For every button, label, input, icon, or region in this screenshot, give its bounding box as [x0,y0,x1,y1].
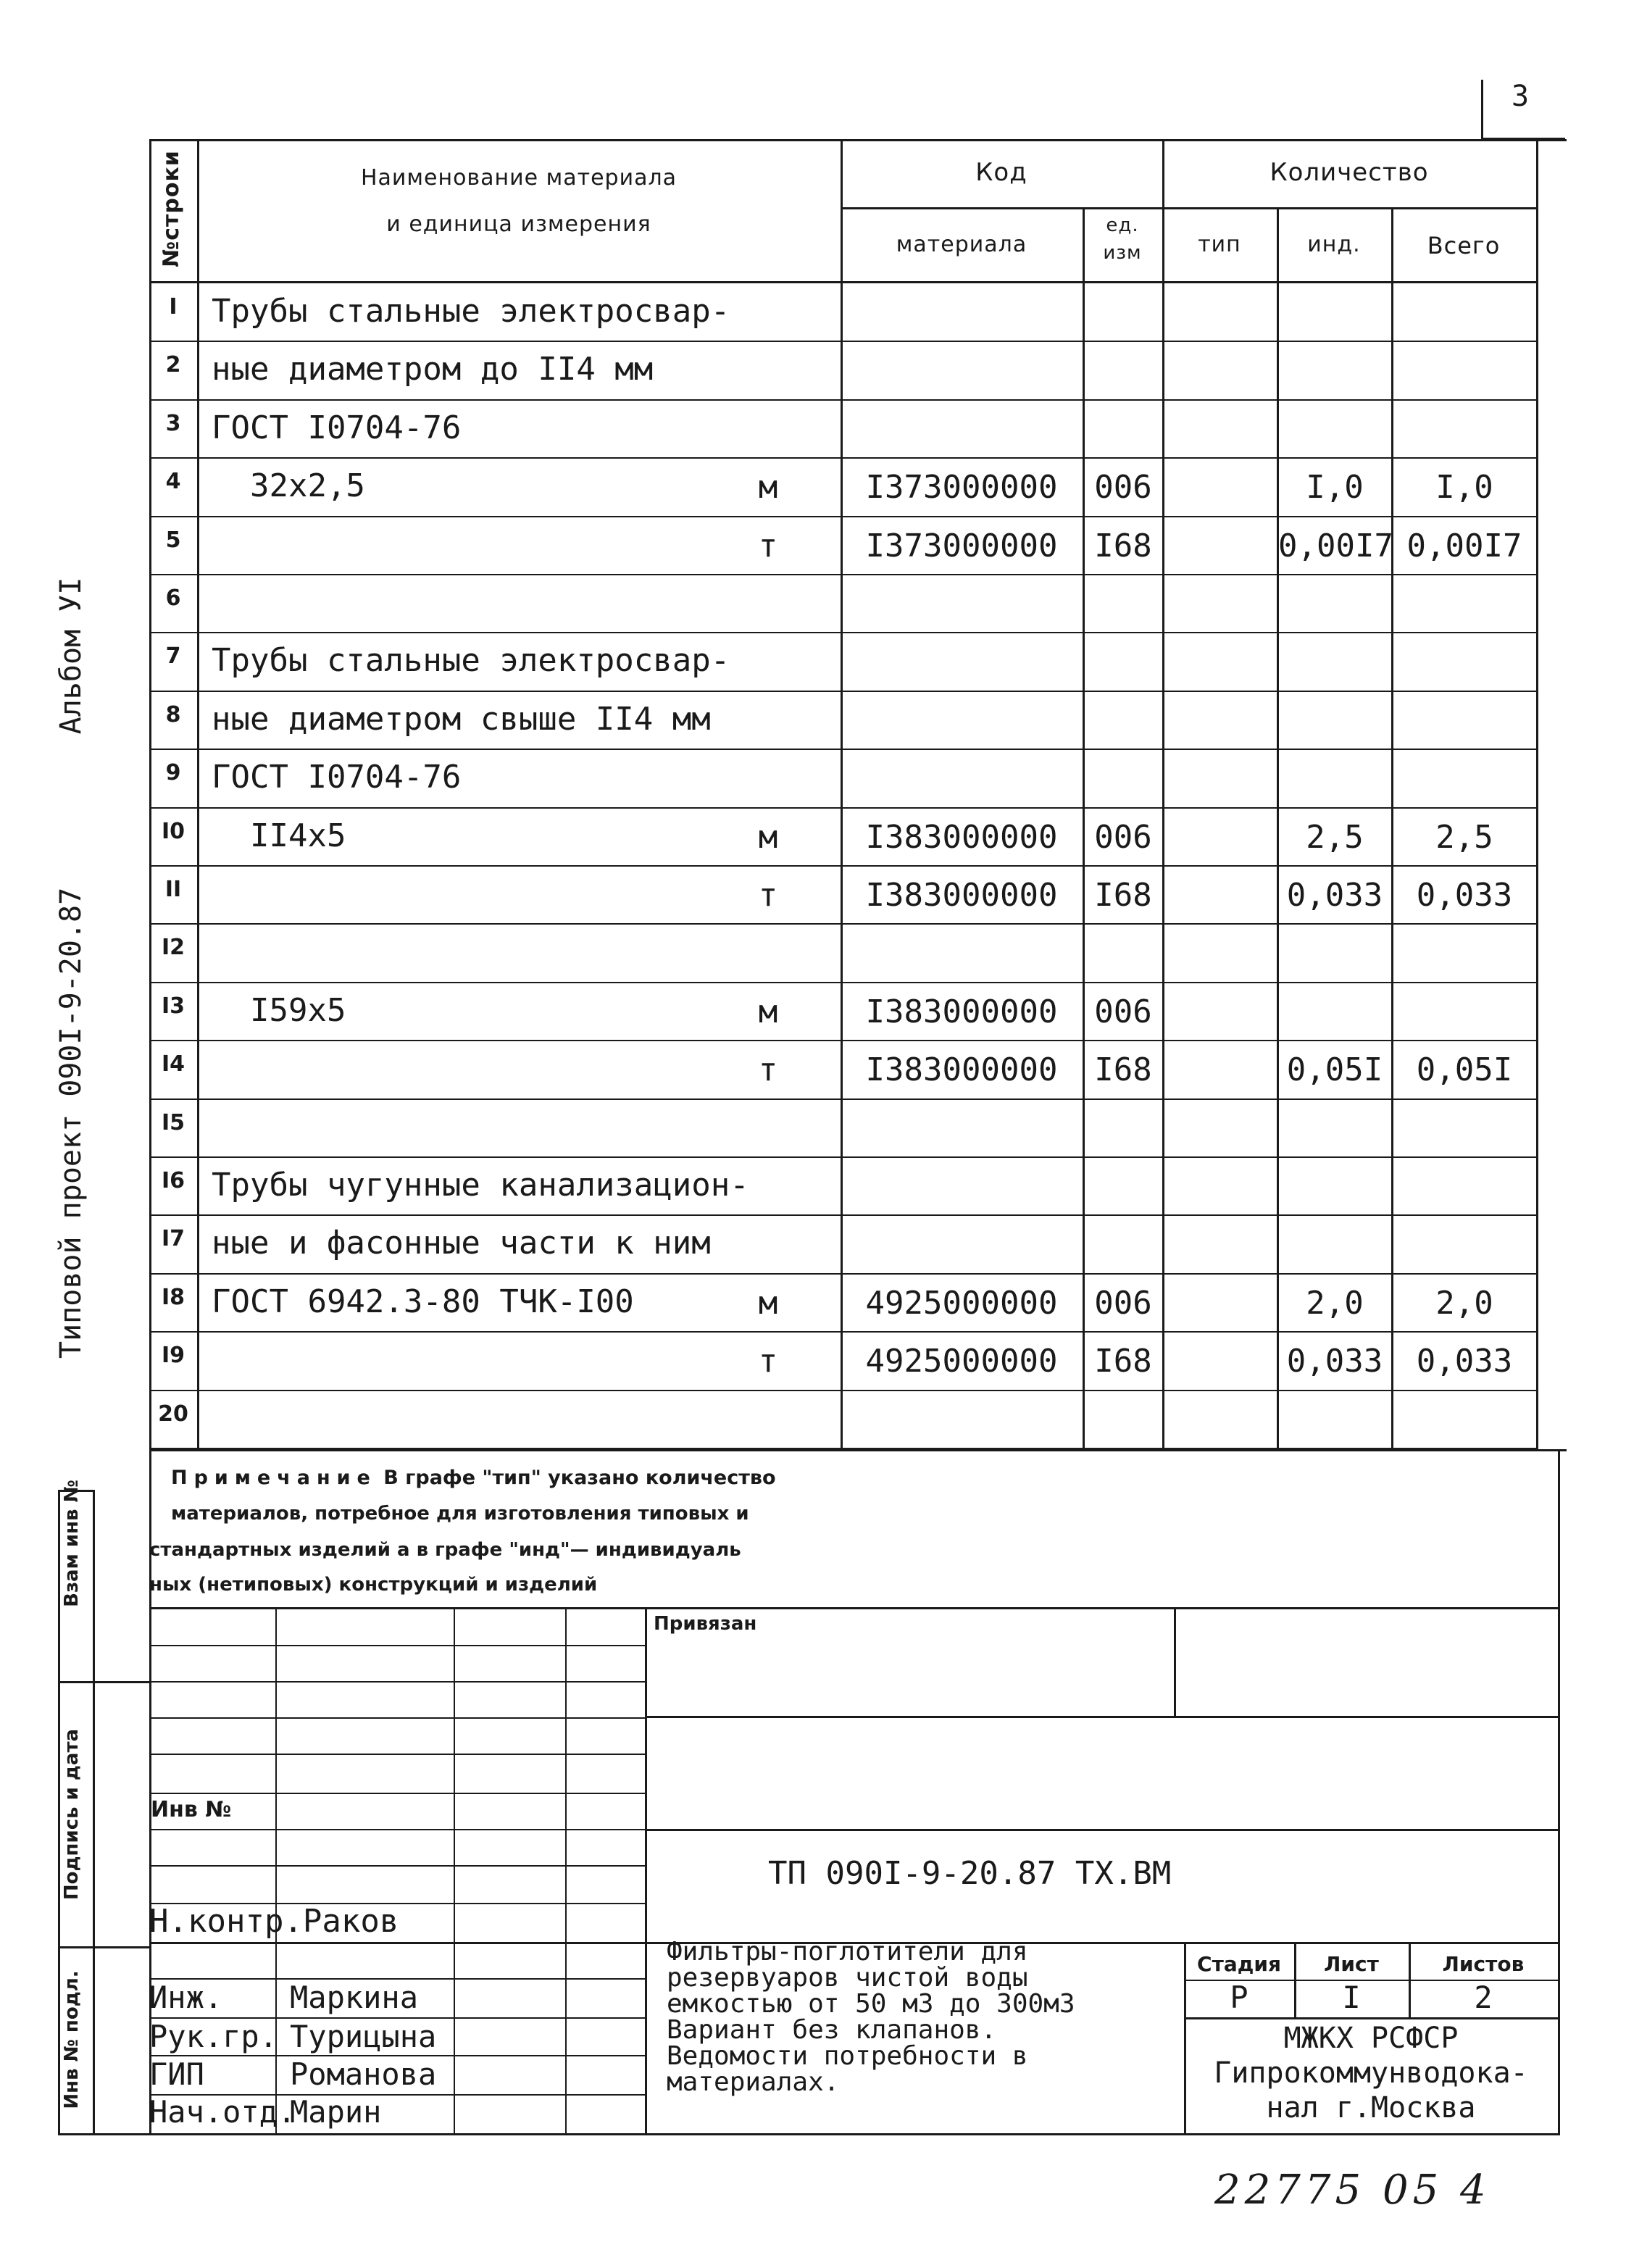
note-line-4: ных (нетиповых) конструкций и изделий [149,1574,598,1596]
material-code: I373000000 [865,527,1058,564]
table-top-border [149,139,1567,141]
header-type: тип [1198,232,1241,257]
right-h1 [645,1716,1559,1718]
row-number: 3 [165,410,181,436]
org-line: Гипрокоммунводока- [1214,2056,1528,2090]
grid-v3 [565,1607,567,2133]
org-line: нал г.Москва [1266,2091,1476,2125]
qty-ind: I,0 [1306,469,1364,506]
material-name: ГОСТ 6942.3-80 ТЧК-I00 [212,1283,634,1320]
row-number: 7 [165,643,181,670]
row-line [149,865,1536,867]
row-number: I9 [161,1343,185,1369]
row-line [149,749,1536,750]
qty-total: 2,5 [1435,818,1493,856]
material-name: ГОСТ I0704-76 [212,409,462,446]
row-line [149,1390,1536,1391]
title-line: Ведомости потребности в [667,2041,1028,2071]
right-h-stage-values [1184,2017,1559,2019]
role-title: ГИП [149,2056,204,2092]
unit-symbol: м [758,1284,778,1322]
role-title: Нач.отд. [149,2094,296,2130]
unit-code: 006 [1094,993,1152,1030]
material-name: ные и фасонные части к ним [212,1225,711,1262]
table-right-border [1536,139,1538,1451]
note-title: Примечание [171,1467,377,1489]
subheader-line [841,207,1536,209]
side-inv-label: Взам инв № [61,1480,83,1607]
grid-h3 [149,1717,645,1719]
row-number: 9 [165,760,181,786]
stamp-margin-line [93,1490,95,2135]
note-text-1: В графе "тип" указано количество [376,1467,776,1489]
material-name: ные диаметром до II4 мм [212,351,654,388]
header-unit-line1: ед. [1106,214,1139,236]
header-name-line1: Наименование материала [360,165,678,191]
grid-v1 [275,1607,277,2133]
col-line-unit [1083,207,1085,1451]
sheets-label: Листов [1442,1952,1525,1976]
row-line [149,574,1536,575]
unit-symbol: т [758,1343,778,1380]
row-number: I6 [161,1168,185,1193]
role-person: Романова [290,2056,437,2092]
grid-h2 [149,1681,645,1683]
stamp-margin-div1 [58,1681,149,1683]
row-number: I8 [161,1284,185,1310]
side-sign-label: Подпись и дата [61,1728,83,1901]
title-line: Вариант без клапанов. [667,2015,997,2045]
material-code: I373000000 [865,469,1058,506]
handwritten-number: 22775 05 4 [1214,2167,1490,2214]
role-person: Турицына [290,2019,437,2054]
grid-v2 [454,1607,455,2133]
side-podl-label: Инв № подл. [61,1970,83,2109]
unit-symbol: т [758,1051,778,1089]
role-person: Маркина [290,1980,419,2015]
unit-code: I68 [1094,527,1152,564]
col-line-total [1391,207,1393,1451]
row-line [149,632,1536,633]
material-code: I383000000 [865,1051,1058,1089]
row-line [149,691,1536,692]
header-quantity: Количество [1269,158,1429,187]
grid-h6 [149,1829,645,1830]
role-title: Инж. [149,1980,223,2015]
doc-code: ТП 090I-9-20.87 ТХ.ВМ [768,1855,1172,1892]
material-code: 4925000000 [865,1343,1058,1380]
unit-code: I68 [1094,1051,1152,1089]
grid-h7 [149,1865,645,1867]
unit-symbol: м [758,993,778,1030]
material-name: I59х5 [212,991,346,1029]
title-line: резервуаров чистой воды [667,1963,1028,1993]
row-number: 20 [158,1401,188,1427]
material-name: Трубы стальные электросвар- [212,293,730,330]
qty-total: 0,033 [1416,877,1513,914]
col-line-code [841,139,843,1451]
project-label: Типовой проект 090I-9-20.87 [54,887,88,1359]
unit-code: 006 [1094,469,1152,506]
qty-ind: 0,033 [1286,1343,1383,1380]
title-line: емкостью от 50 м3 до 300м3 [667,1989,1075,2019]
unit-code: 006 [1094,1284,1152,1322]
stamp-top-line [149,1607,1559,1609]
col-line-rowno [197,139,199,1451]
row-number: I7 [161,1226,185,1252]
row-line [149,1098,1536,1100]
role-person: Марин [290,2094,382,2130]
unit-symbol: м [758,818,778,856]
unit-symbol: м [758,469,778,506]
n-kontr: Н.контр.Раков [149,1903,399,1940]
qty-total: 0,00I7 [1406,527,1522,564]
qty-ind: 0,05I [1286,1051,1383,1089]
grid-h1 [149,1645,645,1646]
material-name: II4х5 [212,817,346,854]
note-line-2: материалов, потребное для изготовления типовых и [171,1503,749,1525]
qty-total: 0,05I [1416,1051,1513,1089]
material-name: ные диаметром свыше II4 мм [212,700,711,738]
stage-label: Стадия [1197,1952,1281,1976]
row-number: I2 [161,935,185,961]
row-line [149,1273,1536,1275]
row-line [149,399,1536,401]
right-h2 [645,1829,1559,1831]
page-number: 3 [1512,80,1530,113]
stamp-right-edge [1558,1449,1560,2135]
album-label: Альбом УI [54,577,88,735]
stamp-bottom-edge [58,2133,1560,2135]
unit-symbol: т [758,527,778,564]
row-number: I0 [161,818,185,844]
row-number: 2 [165,352,181,378]
privyazan-label: Привязан [654,1613,757,1635]
qty-ind: 2,0 [1306,1284,1364,1322]
grid-v4 [645,1607,647,2133]
table-left-border [149,139,151,1451]
material-name: Трубы чугунные канализацион- [212,1167,749,1204]
row-line [149,982,1536,983]
qty-ind: 0,00I7 [1278,527,1393,564]
qty-total: 2,0 [1435,1284,1493,1322]
header-ind: инд. [1307,232,1361,257]
grid-h5 [149,1793,645,1794]
col-line-type [1162,139,1164,1451]
row-line [149,923,1536,925]
header-name-line2: и единица измерения [386,212,651,237]
title-line: материалах. [667,2067,840,2097]
row-number: I [169,294,178,320]
row-number: 4 [165,469,181,495]
header-unit-line2: изм [1103,242,1142,264]
header-total: Всего [1427,232,1501,259]
sheets-value: 2 [1474,1980,1493,2015]
row-line [149,1214,1536,1216]
unit-code: 006 [1094,818,1152,856]
role-title: Рук.гр. [149,2019,278,2054]
privyazan-divider [1174,1607,1176,1716]
sheet-value: I [1342,1980,1361,2015]
grid-h4 [149,1754,645,1755]
qty-total: 0,033 [1416,1343,1513,1380]
row-line [149,457,1536,459]
material-code: I383000000 [865,993,1058,1030]
qty-total: I,0 [1435,469,1493,506]
row-number: 5 [165,527,181,553]
row-number: 6 [165,585,181,611]
unit-code: I68 [1094,877,1152,914]
header-material: материала [896,232,1027,257]
row-number: II [164,877,182,902]
stage-value: Р [1230,1980,1248,2015]
material-name: Трубы стальные электросвар- [212,642,730,680]
org-line: МЖКХ РСФСР [1283,2022,1459,2055]
title-line: Фильтры-поглотители для [667,1937,1028,1967]
inv-no-label: Инв № [151,1797,232,1822]
page-number-divider [1481,80,1483,138]
header-row-no: №строки [159,150,184,267]
sheet-label: Лист [1324,1952,1379,1976]
unit-code: I68 [1094,1343,1152,1380]
row-number: I4 [161,1051,185,1077]
table-bottom-border [149,1449,1567,1451]
row-line [149,1156,1536,1158]
row-line [149,341,1536,342]
note-line-1 [171,1467,776,1489]
material-name: 32х2,5 [212,467,365,505]
row-number: I3 [161,993,185,1019]
material-code: I383000000 [865,877,1058,914]
material-name: ГОСТ I0704-76 [212,759,462,796]
material-code: I383000000 [865,818,1058,856]
row-line [149,1040,1536,1041]
row-line [149,1331,1536,1333]
qty-ind: 2,5 [1306,818,1364,856]
unit-symbol: т [758,877,778,914]
row-line [149,807,1536,809]
qty-ind: 0,033 [1286,877,1383,914]
row-line [149,516,1536,517]
note-line-3: стандартных изделий а в графе "инд"— индивидуаль [149,1539,741,1561]
row-number: I5 [161,1109,185,1135]
stamp-left-edge [58,1490,60,2135]
header-bottom-border [149,281,1536,283]
row-number: 8 [165,701,181,727]
material-code: 4925000000 [865,1284,1058,1322]
header-code: Код [975,158,1027,187]
